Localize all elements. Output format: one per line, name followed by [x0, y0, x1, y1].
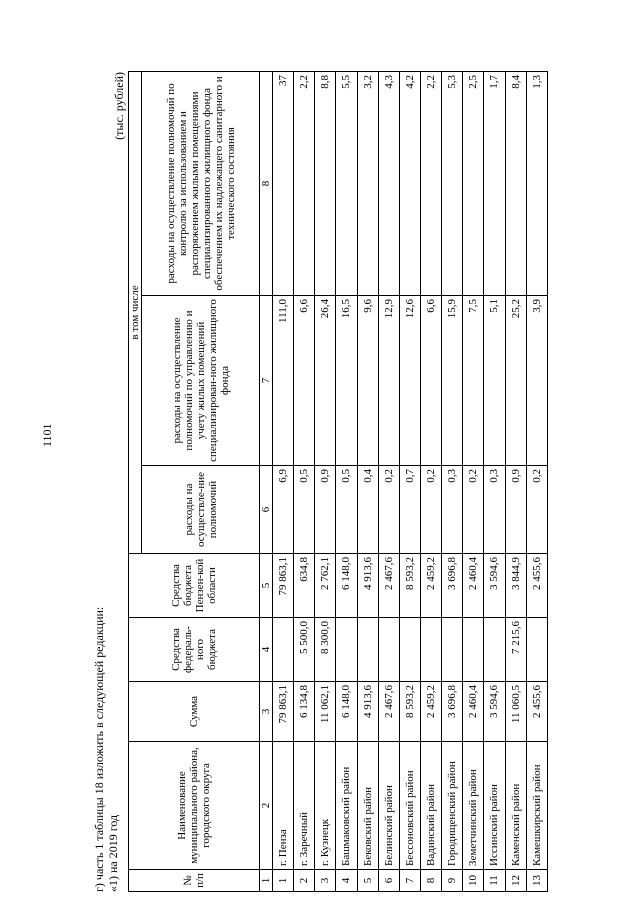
control-value: 3,2: [357, 71, 378, 295]
control-value: 2,5: [463, 71, 484, 295]
regional-value: 2 459,2: [420, 554, 441, 618]
row-number: 3: [315, 870, 336, 892]
rotated-page-content: [92, 72, 562, 892]
accounting-value: 16,5: [336, 296, 357, 466]
table-row: [484, 71, 505, 891]
table-row: [294, 71, 315, 891]
district-name: г. Кузнецк: [315, 742, 336, 870]
accounting-value: 25,2: [505, 296, 526, 466]
row-number: 12: [505, 870, 526, 892]
column-number: 4: [260, 618, 273, 682]
row-number: 5: [357, 870, 378, 892]
accounting-value: 6,6: [294, 296, 315, 466]
table-row: [315, 71, 336, 891]
table-row: [399, 71, 420, 891]
control-value: 5,3: [442, 71, 463, 295]
federal-value: [378, 618, 399, 682]
table-row: [273, 71, 294, 891]
federal-value: [463, 618, 484, 682]
row-number: 8: [420, 870, 441, 892]
year-heading: «1) на 2019 год: [106, 814, 120, 892]
sum-value: 11 060,5: [505, 682, 526, 742]
table-row: [336, 71, 357, 891]
control-value: 4,3: [378, 71, 399, 295]
powers-value: 0,3: [484, 466, 505, 554]
regional-value: 6 148,0: [336, 554, 357, 618]
powers-value: 0,4: [357, 466, 378, 554]
column-number: 5: [260, 554, 273, 618]
column-number: 7: [260, 296, 273, 466]
federal-value: [526, 618, 547, 682]
table-row: [357, 71, 378, 891]
table-row: [442, 71, 463, 891]
powers-value: 0,2: [463, 466, 484, 554]
sum-value: 2 467,6: [378, 682, 399, 742]
control-value: 2,2: [294, 71, 315, 295]
row-number: 2: [294, 870, 315, 892]
intro-text: [92, 72, 120, 892]
row-number: 11: [484, 870, 505, 892]
federal-value: 7 215,6: [505, 618, 526, 682]
column-number-row: [260, 71, 273, 891]
sum-value: 2 460,4: [463, 682, 484, 742]
accounting-value: 26,4: [315, 296, 336, 466]
federal-value: [484, 618, 505, 682]
regional-value: 3 844,9: [505, 554, 526, 618]
regional-value: 2 455,6: [526, 554, 547, 618]
accounting-value: 111,0: [273, 296, 294, 466]
sum-value: 2 455,6: [526, 682, 547, 742]
regional-value: 2 762,1: [315, 554, 336, 618]
row-number: 4: [336, 870, 357, 892]
control-value: 8,4: [505, 71, 526, 295]
federal-value: [273, 618, 294, 682]
header-federal: Средства федераль-ного бюджета: [129, 618, 260, 682]
district-name: Башмаковский район: [336, 742, 357, 870]
district-name: Вадинский район: [420, 742, 441, 870]
accounting-value: 3,9: [526, 296, 547, 466]
powers-value: 0,5: [336, 466, 357, 554]
accounting-value: 6,6: [420, 296, 441, 466]
column-number: 6: [260, 466, 273, 554]
federal-value: [442, 618, 463, 682]
row-number: 1: [273, 870, 294, 892]
federal-value: 5 500,0: [294, 618, 315, 682]
header-sum: Сумма: [129, 682, 260, 742]
regional-value: 634,8: [294, 554, 315, 618]
powers-value: 0,2: [420, 466, 441, 554]
regional-value: 3 696,8: [442, 554, 463, 618]
control-value: 1,3: [526, 71, 547, 295]
control-value: 5,5: [336, 71, 357, 295]
row-number: 10: [463, 870, 484, 892]
sum-value: 11 062,1: [315, 682, 336, 742]
district-name: Земетчинский район: [463, 742, 484, 870]
header-exp-control: расходы на осуществление полномочий по контролю за использованием и распоряжением жилыми помещениями специализированного жилищного фонда обеспечением их надлежащего санитарного и технического состояния: [142, 71, 260, 295]
control-value: 4,2: [399, 71, 420, 295]
control-value: 8,8: [315, 71, 336, 295]
federal-value: [420, 618, 441, 682]
accounting-value: 12,6: [399, 296, 420, 466]
accounting-value: 15,9: [442, 296, 463, 466]
federal-value: [336, 618, 357, 682]
row-number: 6: [378, 870, 399, 892]
header-num: № п/п: [129, 870, 260, 892]
district-name: Иссинский район: [484, 742, 505, 870]
header-in-that: в том числе: [129, 71, 142, 553]
header-regional: Средства бюджета Пензен-кой области: [129, 554, 260, 618]
accounting-value: 5,1: [484, 296, 505, 466]
regional-value: 79 863,1: [273, 554, 294, 618]
header-name: Наименование муниципального района, городского округа: [129, 742, 260, 870]
sum-value: 79 863,1: [273, 682, 294, 742]
regional-value: 4 913,6: [357, 554, 378, 618]
page-number: 1101: [40, 423, 54, 447]
powers-value: 0,9: [315, 466, 336, 554]
row-number: 7: [399, 870, 420, 892]
federal-value: [357, 618, 378, 682]
regional-value: 8 593,2: [399, 554, 420, 618]
powers-value: 0,9: [505, 466, 526, 554]
amendment-instruction: г) часть 1 таблицы 18 изложить в следующей редакции:: [92, 606, 106, 892]
district-name: г. Пенза: [273, 742, 294, 870]
district-name: Каменский район: [505, 742, 526, 870]
table-row: [505, 71, 526, 891]
table-row: [526, 71, 547, 891]
control-value: 2,2: [420, 71, 441, 295]
column-number: 1: [260, 870, 273, 892]
accounting-value: 9,6: [357, 296, 378, 466]
budget-table: [128, 71, 548, 892]
regional-value: 2 460,4: [463, 554, 484, 618]
header-exp-accounting: расходы на осуществление полномочий по управлению и учету жилых помещений специализирован-ного жилищного фонда: [142, 296, 260, 466]
table-row: [420, 71, 441, 891]
powers-value: 0,2: [378, 466, 399, 554]
table-row: [378, 71, 399, 891]
sum-value: 2 459,2: [420, 682, 441, 742]
federal-value: 8 300,0: [315, 618, 336, 682]
header-exp-powers: расходы на осуществле-ние полномочий: [142, 466, 260, 554]
district-name: г. Заречный: [294, 742, 315, 870]
powers-value: 0,3: [442, 466, 463, 554]
sum-value: 4 913,6: [357, 682, 378, 742]
column-number: 3: [260, 682, 273, 742]
accounting-value: 7,5: [463, 296, 484, 466]
table-row: [463, 71, 484, 891]
federal-value: [399, 618, 420, 682]
sum-value: 8 593,2: [399, 682, 420, 742]
sum-value: 3 594,6: [484, 682, 505, 742]
powers-value: 6,9: [273, 466, 294, 554]
powers-value: 0,5: [294, 466, 315, 554]
district-name: Бессоновский район: [399, 742, 420, 870]
units-label: (тыс. рублей): [112, 72, 126, 140]
regional-value: 2 467,6: [378, 554, 399, 618]
accounting-value: 12,9: [378, 296, 399, 466]
column-number: 2: [260, 742, 273, 870]
powers-value: 0,2: [526, 466, 547, 554]
control-value: 37: [273, 71, 294, 295]
control-value: 1,7: [484, 71, 505, 295]
regional-value: 3 594,6: [484, 554, 505, 618]
district-name: Камешкирский район: [526, 742, 547, 870]
sum-value: 3 696,8: [442, 682, 463, 742]
column-number: 8: [260, 71, 273, 295]
sum-value: 6 134,8: [294, 682, 315, 742]
sum-value: 6 148,0: [336, 682, 357, 742]
row-number: 9: [442, 870, 463, 892]
row-number: 13: [526, 870, 547, 892]
district-name: Бековский район: [357, 742, 378, 870]
powers-value: 0,7: [399, 466, 420, 554]
district-name: Белинский район: [378, 742, 399, 870]
district-name: Городищенский район: [442, 742, 463, 870]
